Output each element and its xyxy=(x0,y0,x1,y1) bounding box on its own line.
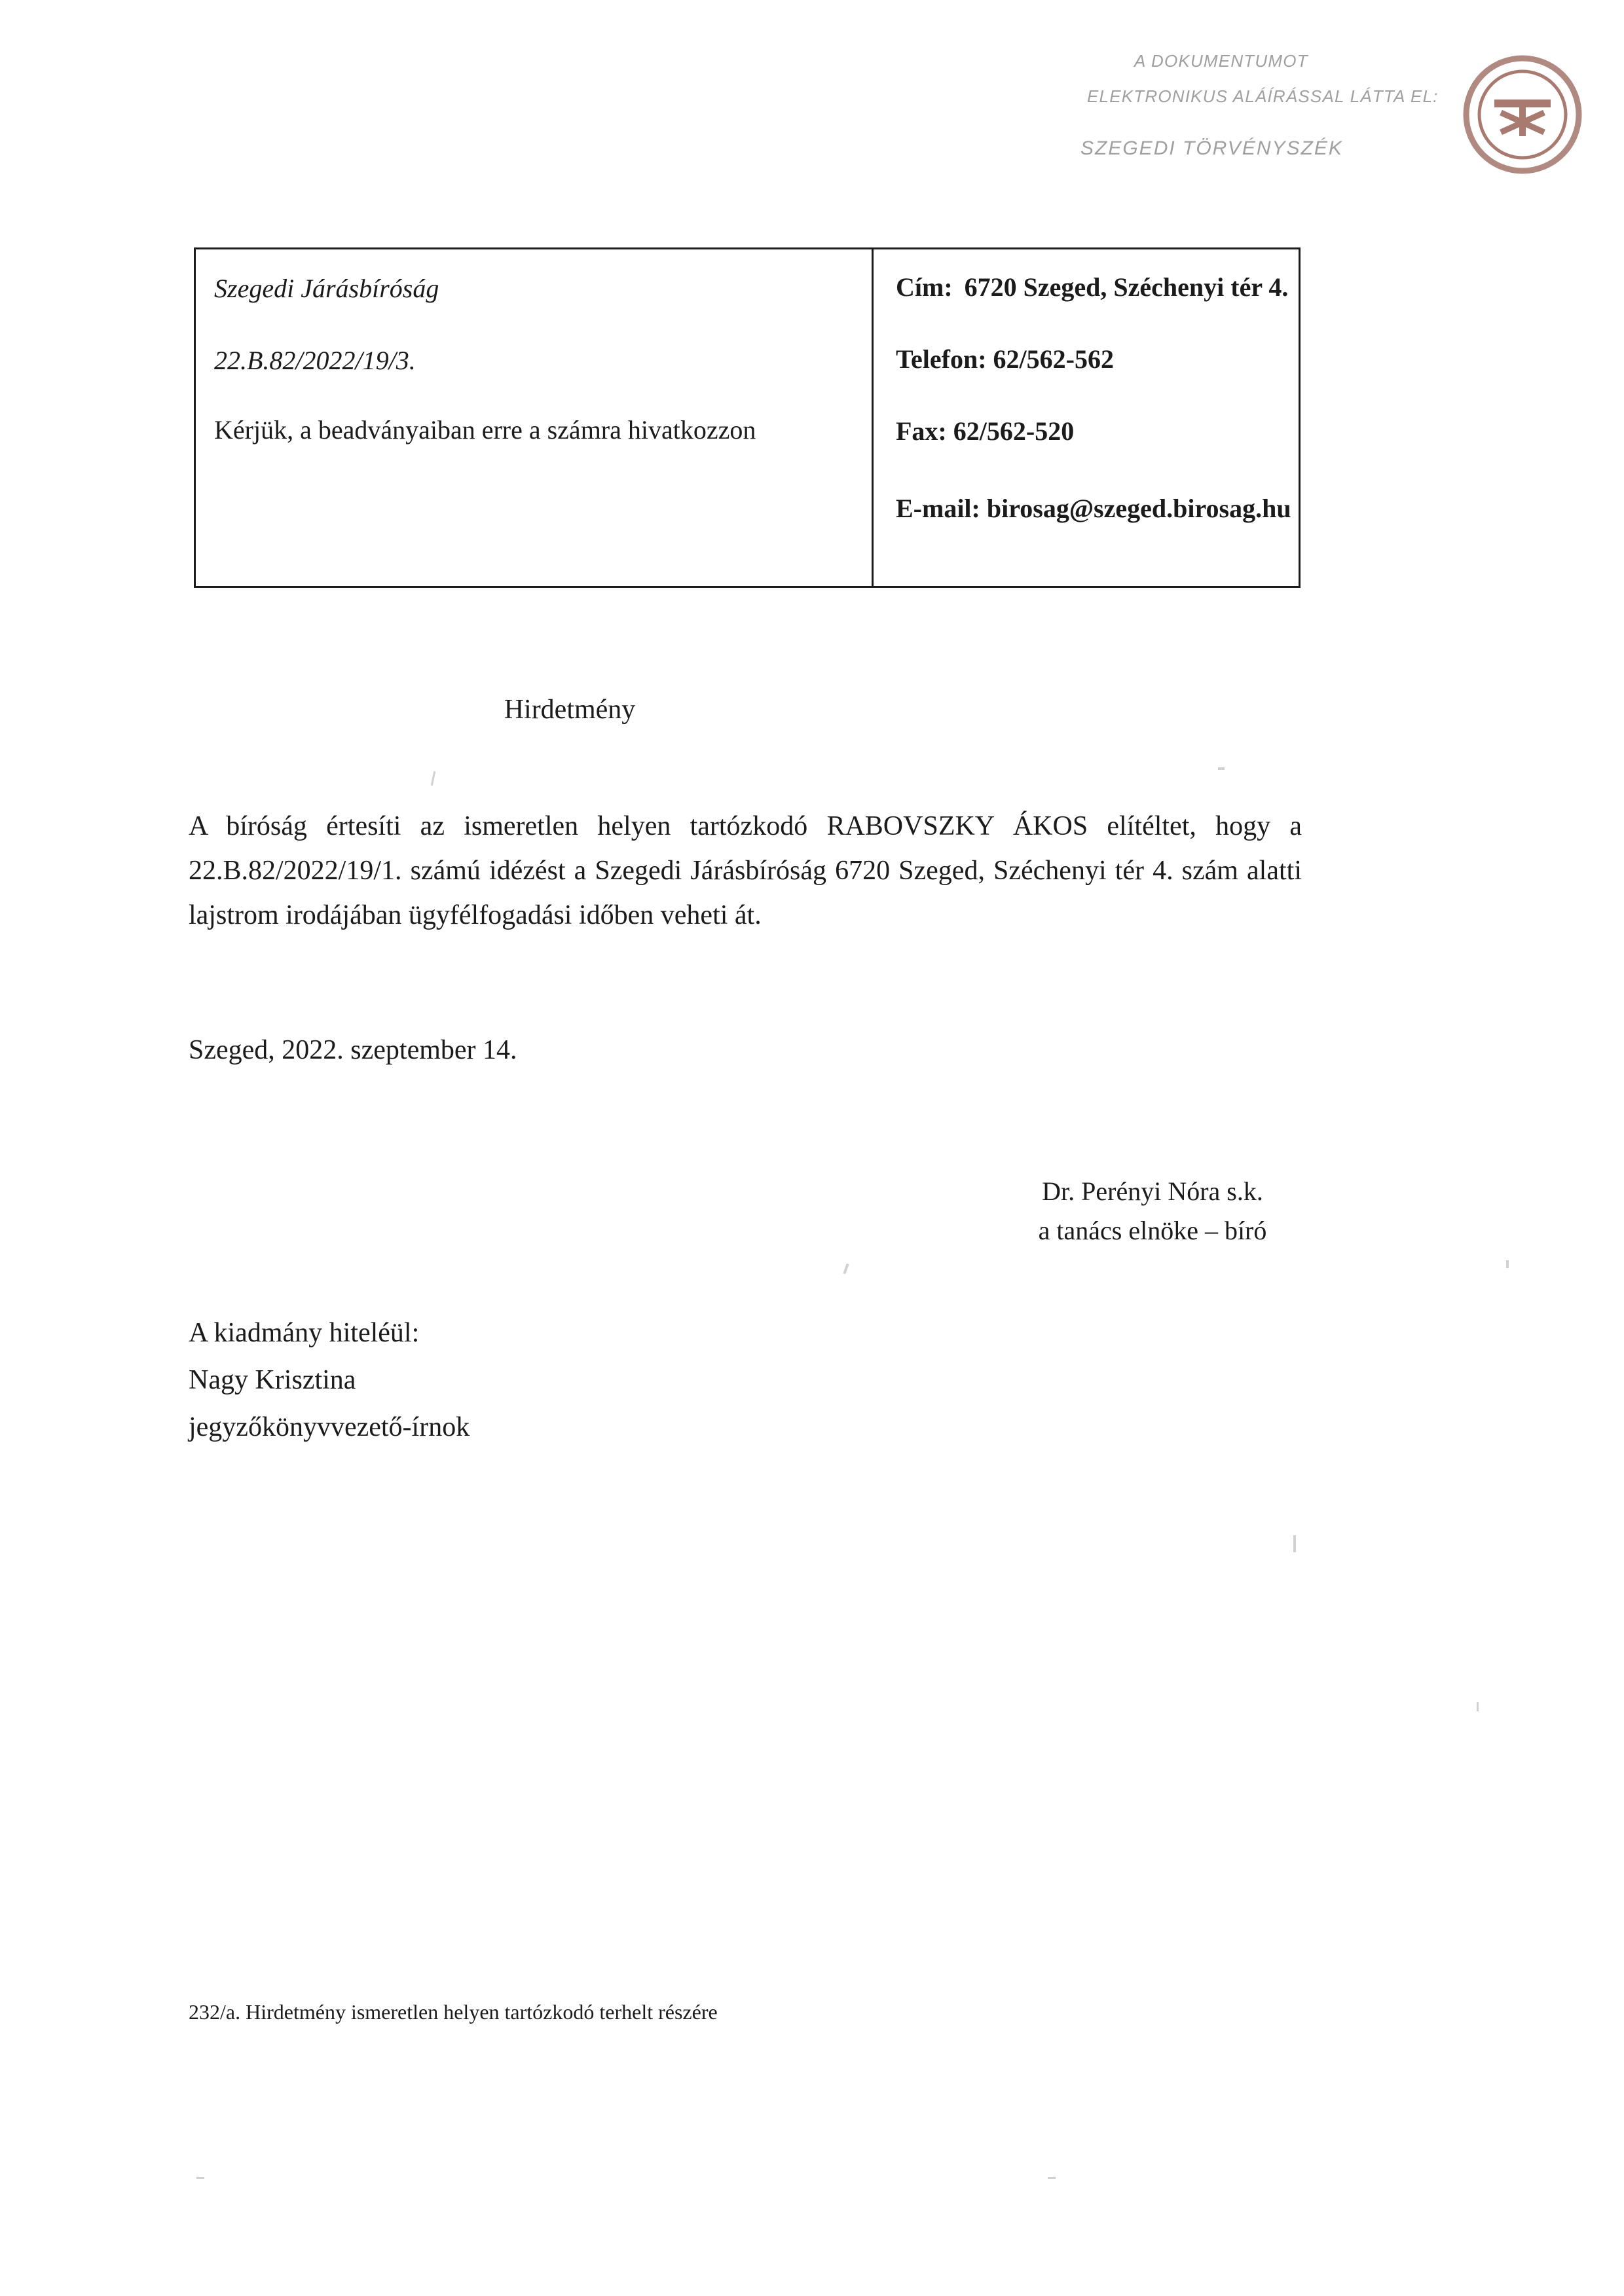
body-paragraph: A bíróság értesíti az ismeretlen helyen tartózkodó RABOVSZKY ÁKOS elítéltet, hogy a 22.B.82/2022/19/1. számú idézést a Szegedi Járásbíróság 6720 Szeged, Széchenyi tér 4. szám alatti lajstrom irodájában ügyfélfogadási időben veheti át. xyxy=(189,811,1302,931)
phone-label: Telefon: xyxy=(896,344,987,374)
address-label: Cím: xyxy=(896,272,953,302)
letterhead-right-cell xyxy=(874,249,1299,586)
estamp-line-1: A DOKUMENTUMOT xyxy=(1134,51,1308,71)
signature-block xyxy=(950,1172,1356,1250)
case-number: 22.B.82/2022/19/3. xyxy=(214,346,416,375)
estamp-line-2: ELEKTRONIKUS ALÁÍRÁSSAL LÁTTA EL: xyxy=(1087,86,1439,106)
phone-value: 62/562-562 xyxy=(993,344,1114,374)
scan-speck xyxy=(1048,2177,1056,2179)
date-place-line: Szeged, 2022. szeptember 14. xyxy=(189,1035,517,1065)
letterhead-table xyxy=(194,247,1301,588)
scan-speck xyxy=(1477,1702,1479,1711)
scan-speck xyxy=(1293,1535,1296,1552)
electronic-signature-stamp xyxy=(1080,39,1591,210)
email-label: E-mail: xyxy=(896,494,980,523)
letterhead-left-cell xyxy=(196,249,874,586)
signer-name: Dr. Perényi Nóra s.k. xyxy=(1042,1176,1263,1206)
phone-row xyxy=(896,344,1276,375)
scan-speck xyxy=(1218,767,1225,770)
fax-value: 62/562-520 xyxy=(953,416,1075,446)
fax-label: Fax: xyxy=(896,416,947,446)
fax-row xyxy=(896,416,1276,447)
authentication-block xyxy=(189,1309,470,1451)
estamp-line-3: SZEGEDI TÖRVÉNYSZÉK xyxy=(1080,137,1343,159)
authentication-label: A kiadmány hiteléül: xyxy=(189,1318,420,1348)
court-seal-icon xyxy=(1460,52,1585,177)
authentication-role: jegyzőkönyvvezető-írnok xyxy=(189,1412,470,1443)
address-row xyxy=(896,272,1289,303)
email-value: birosag@szeged.birosag.hu xyxy=(986,494,1291,523)
scan-speck xyxy=(1506,1260,1509,1268)
authentication-name: Nagy Krisztina xyxy=(189,1365,356,1396)
scan-speck xyxy=(843,1264,849,1274)
court-name: Szegedi Járásbíróság xyxy=(214,274,439,303)
reference-note: Kérjük, a beadványaiban erre a számra hivatkozzon xyxy=(214,415,756,445)
footer-note: 232/a. Hirdetmény ismeretlen helyen tartózkodó terhelt részére xyxy=(189,2000,718,2024)
scan-speck xyxy=(196,2177,204,2179)
page-title: Hirdetmény xyxy=(504,695,636,725)
scan-speck xyxy=(431,771,436,786)
email-row xyxy=(896,493,1291,524)
address-value: 6720 Szeged, Széchenyi tér 4. xyxy=(964,272,1289,302)
signer-title: a tanács elnöke – bíró xyxy=(1038,1216,1267,1245)
